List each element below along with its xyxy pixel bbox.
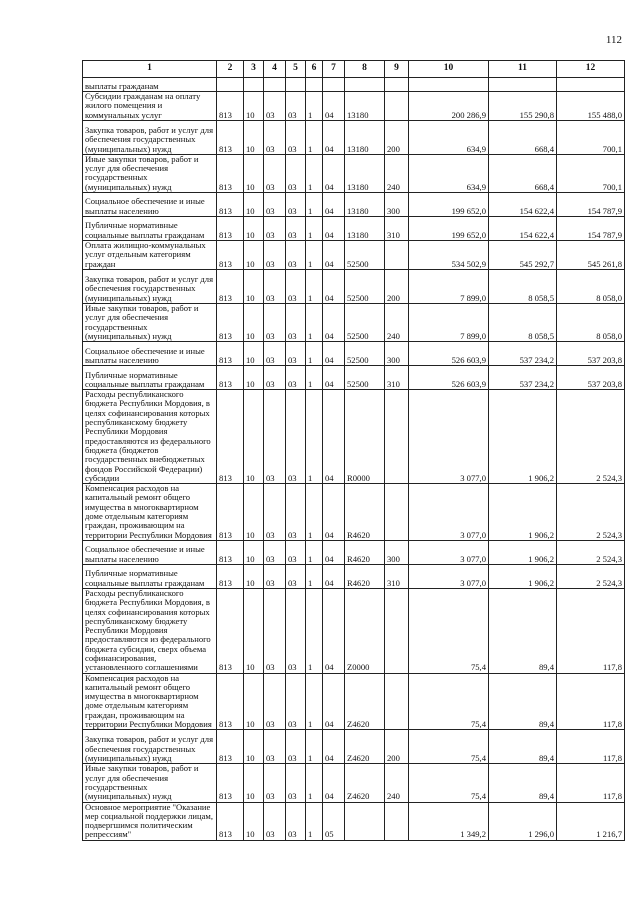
code-direction: 13180 (345, 217, 385, 241)
amount-2020: 75,4 (409, 673, 489, 730)
amount-2020: 75,4 (409, 588, 489, 673)
code-program: 03 (286, 802, 306, 840)
column-header-7: 7 (323, 61, 345, 78)
code-subsection: 03 (264, 154, 286, 192)
code-direction: R4620 (345, 564, 385, 588)
code-direction: Z0000 (345, 588, 385, 673)
code-direction: 52500 (345, 269, 385, 303)
code-subsection: 03 (264, 241, 286, 270)
amount-2021: 537 234,2 (489, 366, 557, 390)
code-program: 03 (286, 217, 306, 241)
code-ministry: 813 (217, 484, 244, 541)
code-ministry: 813 (217, 730, 244, 764)
amount-2022: 8 058,0 (557, 303, 625, 341)
amount-2020: 3 077,0 (409, 390, 489, 484)
amount-2020: 7 899,0 (409, 269, 489, 303)
table-row (83, 730, 625, 764)
code-subsection: 03 (264, 193, 286, 217)
code-ministry: 813 (217, 540, 244, 564)
amount-2021: 668,4 (489, 120, 557, 154)
amount-2021: 8 058,5 (489, 269, 557, 303)
code-subprogram: 1 (306, 564, 323, 588)
code-expense-type (385, 390, 409, 484)
code-direction: 52500 (345, 366, 385, 390)
code-subsection: 03 (264, 484, 286, 541)
amount-2022: 8 058,0 (557, 269, 625, 303)
code-section: 10 (244, 564, 264, 588)
code-main-event: 04 (323, 673, 345, 730)
table-row (83, 342, 625, 366)
amount-2020: 3 077,0 (409, 484, 489, 541)
code-subsection: 03 (264, 120, 286, 154)
amount-2021: 155 290,8 (489, 92, 557, 121)
code-main-event: 04 (323, 588, 345, 673)
item-name: Компенсация расходов на капитальный ремонт общего имущества в многоквартирном доме отдельным категориям граждан, проживающим на территории Республики Мордовия (83, 484, 217, 541)
code-program: 03 (286, 730, 306, 764)
item-name: Социальное обеспечение и иные выплаты населению (83, 193, 217, 217)
code-expense-type (385, 484, 409, 541)
amount-2022: 117,8 (557, 673, 625, 730)
table-row (83, 217, 625, 241)
code-expense-type (385, 92, 409, 121)
amount-2020: 7 899,0 (409, 303, 489, 341)
code-program: 03 (286, 366, 306, 390)
table-row (83, 78, 625, 92)
code-direction: 13180 (345, 120, 385, 154)
code-subsection: 03 (264, 564, 286, 588)
amount-2020 (409, 78, 489, 92)
code-program: 03 (286, 673, 306, 730)
code-expense-type: 300 (385, 342, 409, 366)
amount-2020: 3 077,0 (409, 540, 489, 564)
code-ministry: 813 (217, 217, 244, 241)
code-section: 10 (244, 730, 264, 764)
amount-2020: 3 077,0 (409, 564, 489, 588)
code-program: 03 (286, 484, 306, 541)
amount-2020: 634,9 (409, 154, 489, 192)
code-main-event: 04 (323, 154, 345, 192)
code-subsection: 03 (264, 764, 286, 802)
amount-2022: 155 488,0 (557, 92, 625, 121)
table-row (83, 764, 625, 802)
code-subsection: 03 (264, 269, 286, 303)
code-subsection: 03 (264, 217, 286, 241)
amount-2021: 1 906,2 (489, 540, 557, 564)
code-expense-type (385, 241, 409, 270)
item-name: Иные закупки товаров, работ и услуг для обеспечения государственных (муниципальных) нужд (83, 764, 217, 802)
code-program: 03 (286, 540, 306, 564)
amount-2021: 89,4 (489, 588, 557, 673)
table-row (83, 588, 625, 673)
code-subprogram: 1 (306, 588, 323, 673)
code-expense-type: 310 (385, 564, 409, 588)
code-section: 10 (244, 390, 264, 484)
code-expense-type (385, 802, 409, 840)
code-program: 03 (286, 120, 306, 154)
code-ministry (217, 78, 244, 92)
code-subsection: 03 (264, 730, 286, 764)
code-section: 10 (244, 217, 264, 241)
code-main-event: 04 (323, 120, 345, 154)
code-main-event: 04 (323, 366, 345, 390)
item-name: Расходы республиканского бюджета Республики Мордовия, в целях софинансирования которых республиканскому бюджету Республики Мордовия предоставляются из федерального бюджета субсидии, сверх объема софинансирования, установленного соглашениями (83, 588, 217, 673)
code-ministry: 813 (217, 92, 244, 121)
table-row (83, 269, 625, 303)
code-direction (345, 802, 385, 840)
item-name: Субсидии гражданам на оплату жилого помещения и коммунальных услуг (83, 92, 217, 121)
code-program: 03 (286, 303, 306, 341)
code-subprogram: 1 (306, 217, 323, 241)
column-header-2: 2 (217, 61, 244, 78)
code-ministry: 813 (217, 673, 244, 730)
code-main-event: 04 (323, 342, 345, 366)
code-expense-type: 200 (385, 730, 409, 764)
code-program: 03 (286, 92, 306, 121)
page-number: 112 (605, 34, 622, 46)
code-subsection: 03 (264, 92, 286, 121)
code-main-event: 04 (323, 484, 345, 541)
budget-table (82, 60, 625, 841)
code-main-event: 04 (323, 730, 345, 764)
code-main-event: 04 (323, 564, 345, 588)
code-direction: Z4620 (345, 764, 385, 802)
code-expense-type (385, 673, 409, 730)
code-section: 10 (244, 342, 264, 366)
code-section: 10 (244, 92, 264, 121)
amount-2020: 526 603,9 (409, 342, 489, 366)
amount-2022: 117,8 (557, 588, 625, 673)
code-direction: 13180 (345, 154, 385, 192)
code-subprogram: 1 (306, 303, 323, 341)
item-name: Закупка товаров, работ и услуг для обеспечения государственных (муниципальных) нужд (83, 269, 217, 303)
table-row (83, 366, 625, 390)
code-main-event (323, 78, 345, 92)
table-row (83, 390, 625, 484)
code-ministry: 813 (217, 390, 244, 484)
column-header-10: 10 (409, 61, 489, 78)
column-header-8: 8 (345, 61, 385, 78)
amount-2021: 668,4 (489, 154, 557, 192)
code-ministry: 813 (217, 588, 244, 673)
code-direction: 52500 (345, 241, 385, 270)
amount-2022 (557, 78, 625, 92)
code-section: 10 (244, 303, 264, 341)
code-subsection (264, 78, 286, 92)
code-expense-type (385, 588, 409, 673)
code-subsection: 03 (264, 342, 286, 366)
code-main-event: 04 (323, 540, 345, 564)
table-row (83, 540, 625, 564)
code-section: 10 (244, 269, 264, 303)
code-main-event: 04 (323, 92, 345, 121)
code-program: 03 (286, 564, 306, 588)
code-subprogram: 1 (306, 730, 323, 764)
code-program: 03 (286, 764, 306, 802)
item-name: Публичные нормативные социальные выплаты гражданам (83, 366, 217, 390)
amount-2022: 537 203,8 (557, 342, 625, 366)
table-row (83, 303, 625, 341)
amount-2022: 2 524,3 (557, 564, 625, 588)
code-section: 10 (244, 802, 264, 840)
code-section: 10 (244, 193, 264, 217)
amount-2020: 1 349,2 (409, 802, 489, 840)
code-ministry: 813 (217, 303, 244, 341)
code-expense-type: 240 (385, 154, 409, 192)
item-name: Социальное обеспечение и иные выплаты населению (83, 540, 217, 564)
code-ministry: 813 (217, 154, 244, 192)
code-subsection: 03 (264, 588, 286, 673)
code-subsection: 03 (264, 390, 286, 484)
code-expense-type: 240 (385, 303, 409, 341)
code-program: 03 (286, 269, 306, 303)
table-row (83, 154, 625, 192)
amount-2021: 154 622,4 (489, 193, 557, 217)
amount-2022: 154 787,9 (557, 193, 625, 217)
code-expense-type: 200 (385, 120, 409, 154)
header-row (83, 61, 625, 78)
column-header-1: 1 (83, 61, 217, 78)
code-ministry: 813 (217, 241, 244, 270)
code-subprogram: 1 (306, 269, 323, 303)
amount-2021: 545 292,7 (489, 241, 557, 270)
amount-2021: 154 622,4 (489, 217, 557, 241)
table-row (83, 92, 625, 121)
code-expense-type: 300 (385, 193, 409, 217)
code-expense-type (385, 78, 409, 92)
code-section: 10 (244, 120, 264, 154)
code-subprogram: 1 (306, 390, 323, 484)
code-program: 03 (286, 588, 306, 673)
code-direction: 52500 (345, 303, 385, 341)
code-expense-type: 300 (385, 540, 409, 564)
code-subprogram: 1 (306, 92, 323, 121)
amount-2022: 700,1 (557, 120, 625, 154)
table-row (83, 193, 625, 217)
code-main-event: 04 (323, 217, 345, 241)
table-row (83, 241, 625, 270)
amount-2022: 545 261,8 (557, 241, 625, 270)
code-section (244, 78, 264, 92)
code-section: 10 (244, 366, 264, 390)
item-name: Иные закупки товаров, работ и услуг для обеспечения государственных (муниципальных) нужд (83, 303, 217, 341)
code-program: 03 (286, 390, 306, 484)
item-name: Закупка товаров, работ и услуг для обеспечения государственных (муниципальных) нужд (83, 120, 217, 154)
item-name: Социальное обеспечение и иные выплаты населению (83, 342, 217, 366)
amount-2020: 534 502,9 (409, 241, 489, 270)
code-subprogram: 1 (306, 484, 323, 541)
amount-2022: 700,1 (557, 154, 625, 192)
code-subsection: 03 (264, 303, 286, 341)
item-name: Публичные нормативные социальные выплаты гражданам (83, 564, 217, 588)
code-direction: 13180 (345, 92, 385, 121)
code-program (286, 78, 306, 92)
amount-2021: 89,4 (489, 764, 557, 802)
code-main-event: 04 (323, 241, 345, 270)
amount-2020: 75,4 (409, 730, 489, 764)
column-header-3: 3 (244, 61, 264, 78)
amount-2021: 1 906,2 (489, 564, 557, 588)
code-ministry: 813 (217, 802, 244, 840)
amount-2021: 89,4 (489, 730, 557, 764)
code-subprogram: 1 (306, 764, 323, 802)
code-subsection: 03 (264, 673, 286, 730)
code-subprogram: 1 (306, 193, 323, 217)
item-name: Компенсация расходов на капитальный ремонт общего имущества в многоквартирном доме отдельным категориям граждан, проживающим на территории Республики Мордовия (83, 673, 217, 730)
table-row (83, 484, 625, 541)
code-main-event: 04 (323, 193, 345, 217)
item-name: Публичные нормативные социальные выплаты гражданам (83, 217, 217, 241)
table-row (83, 120, 625, 154)
code-subprogram: 1 (306, 120, 323, 154)
code-section: 10 (244, 154, 264, 192)
code-direction: 13180 (345, 193, 385, 217)
code-subprogram (306, 78, 323, 92)
code-main-event: 04 (323, 390, 345, 484)
amount-2022: 2 524,3 (557, 540, 625, 564)
code-direction: 52500 (345, 342, 385, 366)
code-direction: Z4620 (345, 730, 385, 764)
code-section: 10 (244, 673, 264, 730)
code-ministry: 813 (217, 120, 244, 154)
table-row (83, 673, 625, 730)
column-header-5: 5 (286, 61, 306, 78)
code-ministry: 813 (217, 366, 244, 390)
amount-2021: 1 906,2 (489, 390, 557, 484)
column-header-9: 9 (385, 61, 409, 78)
code-program: 03 (286, 241, 306, 270)
amount-2020: 526 603,9 (409, 366, 489, 390)
code-program: 03 (286, 154, 306, 192)
amount-2020: 200 286,9 (409, 92, 489, 121)
amount-2021 (489, 78, 557, 92)
item-name: Иные закупки товаров, работ и услуг для обеспечения государственных (муниципальных) нужд (83, 154, 217, 192)
code-subprogram: 1 (306, 802, 323, 840)
table-row (83, 802, 625, 840)
code-direction: Z4620 (345, 673, 385, 730)
amount-2021: 8 058,5 (489, 303, 557, 341)
code-ministry: 813 (217, 342, 244, 366)
amount-2020: 199 652,0 (409, 193, 489, 217)
amount-2021: 1 906,2 (489, 484, 557, 541)
amount-2022: 2 524,3 (557, 484, 625, 541)
amount-2020: 199 652,0 (409, 217, 489, 241)
code-subprogram: 1 (306, 154, 323, 192)
amount-2020: 75,4 (409, 764, 489, 802)
item-name: Оплата жилищно-коммунальных услуг отдельным категориям граждан (83, 241, 217, 270)
amount-2022: 117,8 (557, 764, 625, 802)
code-subprogram: 1 (306, 673, 323, 730)
item-name: Закупка товаров, работ и услуг для обеспечения государственных (муниципальных) нужд (83, 730, 217, 764)
code-main-event: 04 (323, 764, 345, 802)
code-section: 10 (244, 588, 264, 673)
code-main-event: 05 (323, 802, 345, 840)
code-expense-type: 200 (385, 269, 409, 303)
code-main-event: 04 (323, 303, 345, 341)
code-subsection: 03 (264, 540, 286, 564)
code-section: 10 (244, 241, 264, 270)
code-section: 10 (244, 540, 264, 564)
code-expense-type: 310 (385, 217, 409, 241)
amount-2021: 89,4 (489, 673, 557, 730)
code-direction: R4620 (345, 484, 385, 541)
code-subprogram: 1 (306, 241, 323, 270)
amount-2020: 634,9 (409, 120, 489, 154)
item-name: выплаты гражданам (83, 78, 217, 92)
code-expense-type: 310 (385, 366, 409, 390)
amount-2022: 117,8 (557, 730, 625, 764)
amount-2022: 154 787,9 (557, 217, 625, 241)
amount-2021: 1 296,0 (489, 802, 557, 840)
item-name: Расходы республиканского бюджета Республики Мордовия, в целях софинансирования которых республиканскому бюджету Республики Мордовия предоставляются из федерального бюджета (бюджетов государственных внебюджетных фондов Российской Федерации) субсидии (83, 390, 217, 484)
code-subsection: 03 (264, 802, 286, 840)
code-ministry: 813 (217, 193, 244, 217)
code-direction: R0000 (345, 390, 385, 484)
code-ministry: 813 (217, 764, 244, 802)
code-program: 03 (286, 193, 306, 217)
table-row (83, 564, 625, 588)
amount-2021: 537 234,2 (489, 342, 557, 366)
code-ministry: 813 (217, 564, 244, 588)
code-subprogram: 1 (306, 342, 323, 366)
column-header-12: 12 (557, 61, 625, 78)
code-main-event: 04 (323, 269, 345, 303)
code-direction (345, 78, 385, 92)
code-ministry: 813 (217, 269, 244, 303)
code-expense-type: 240 (385, 764, 409, 802)
amount-2022: 1 216,7 (557, 802, 625, 840)
amount-2022: 537 203,8 (557, 366, 625, 390)
code-subprogram: 1 (306, 540, 323, 564)
code-program: 03 (286, 342, 306, 366)
column-header-4: 4 (264, 61, 286, 78)
column-header-6: 6 (306, 61, 323, 78)
code-subprogram: 1 (306, 366, 323, 390)
code-subsection: 03 (264, 366, 286, 390)
item-name: Основное мероприятие "Оказание мер социальной поддержки лицам, подвергшимся политическим репрессиям" (83, 802, 217, 840)
code-direction: R4620 (345, 540, 385, 564)
amount-2022: 2 524,3 (557, 390, 625, 484)
code-section: 10 (244, 484, 264, 541)
code-section: 10 (244, 764, 264, 802)
column-header-11: 11 (489, 61, 557, 78)
